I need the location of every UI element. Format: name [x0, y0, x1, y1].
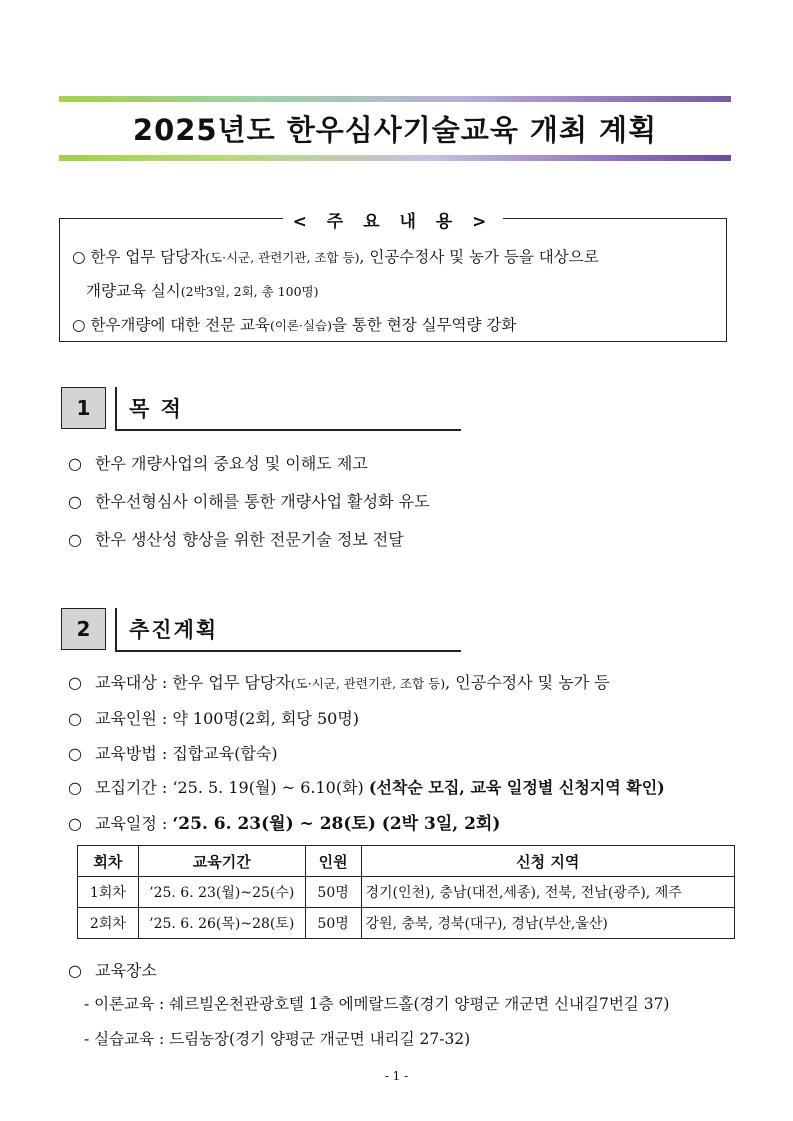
list-item: ○ 한우 개량사업의 중요성 및 이해도 제고 [68, 454, 368, 473]
section-2-divider [115, 608, 117, 650]
page-number: - 1 - [384, 1069, 409, 1083]
table-header: 인원 [305, 846, 361, 877]
summary-line-3: ○ 한우개량에 대한 전문 교육(이론·실습)을 통한 현장 실무역량 강화 [72, 316, 517, 334]
table-cell: 강원, 충북, 경북(대구), 경남(부산,울산) [361, 908, 735, 939]
table-cell: 경기(인천), 충남(대전,세종), 전북, 전남(광주), 제주 [361, 877, 735, 908]
section-2-number: 2 [61, 608, 106, 650]
table-header: 회차 [78, 846, 139, 877]
section-1-underline [115, 429, 461, 431]
list-item: ○ 한우 생산성 향상을 위한 전문기술 정보 전달 [68, 530, 404, 549]
table-cell: ’25. 6. 23(월)~25(수) [138, 877, 305, 908]
title-bottom-bar [59, 155, 731, 161]
table-cell: ’25. 6. 26(목)~28(토) [138, 908, 305, 939]
table-cell: 2회차 [78, 908, 139, 939]
summary-box [59, 212, 727, 342]
education-target: ○ 교육대상 : 한우 업무 담당자(도·시군, 관련기관, 조합 등), 인공수정사 및 농가 등 [68, 673, 610, 692]
title-top-bar [59, 96, 731, 102]
table-cell: 1회차 [78, 877, 139, 908]
section-1-number: 1 [61, 387, 106, 429]
table-header: 신청 지역 [361, 846, 735, 877]
education-place: ○ 교육장소 [68, 961, 157, 980]
section-2-underline [115, 650, 461, 652]
schedule-table [77, 845, 735, 939]
summary-heading: < 주 요 내 용 > [60, 207, 726, 232]
place-theory: - 이론교육 : 쉐르빌온천관광호텔 1층 에메랄드홀(경기 양평군 개군면 신내길7번길 37) [84, 995, 670, 1013]
table-header: 교육기간 [138, 846, 305, 877]
education-schedule: ○ 교육일정 : ‘25. 6. 23(월) ~ 28(토) (2박 3일, 2회) [68, 814, 501, 834]
table-header-row [78, 846, 735, 877]
table-cell: 50명 [305, 877, 361, 908]
recruit-period: ○ 모집기간 : ‘25. 5. 19(월) ~ 6.10(화) (선착순 모집, 교육 일정별 신청지역 확인) [68, 778, 665, 797]
education-people: ○ 교육인원 : 약 100명(2회, 회당 50명) [68, 709, 360, 728]
section-1-divider [115, 387, 117, 429]
table-cell: 50명 [305, 908, 361, 939]
summary-line-1: ○ 한우 업무 담당자(도·시군, 관련기관, 조합 등), 인공수정사 및 농가 등을 대상으로 [72, 248, 599, 266]
summary-line-2: 개량교육 실시(2박3일, 2회, 총 100명) [86, 282, 319, 300]
education-method: ○ 교육방법 : 집합교육(합숙) [68, 744, 278, 763]
section-1-title: 목 적 [129, 397, 183, 421]
list-item: ○ 한우선형심사 이해를 통한 개량사업 활성화 유도 [68, 492, 430, 511]
document-title: 2025년도 한우심사기술교육 개최 계획 [132, 113, 658, 147]
table-row [78, 908, 735, 939]
table-row [78, 877, 735, 908]
section-2-title: 추진계획 [129, 618, 219, 642]
place-practice: - 실습교육 : 드림농장(경기 양평군 개군면 내리길 27-32) [84, 1030, 471, 1048]
